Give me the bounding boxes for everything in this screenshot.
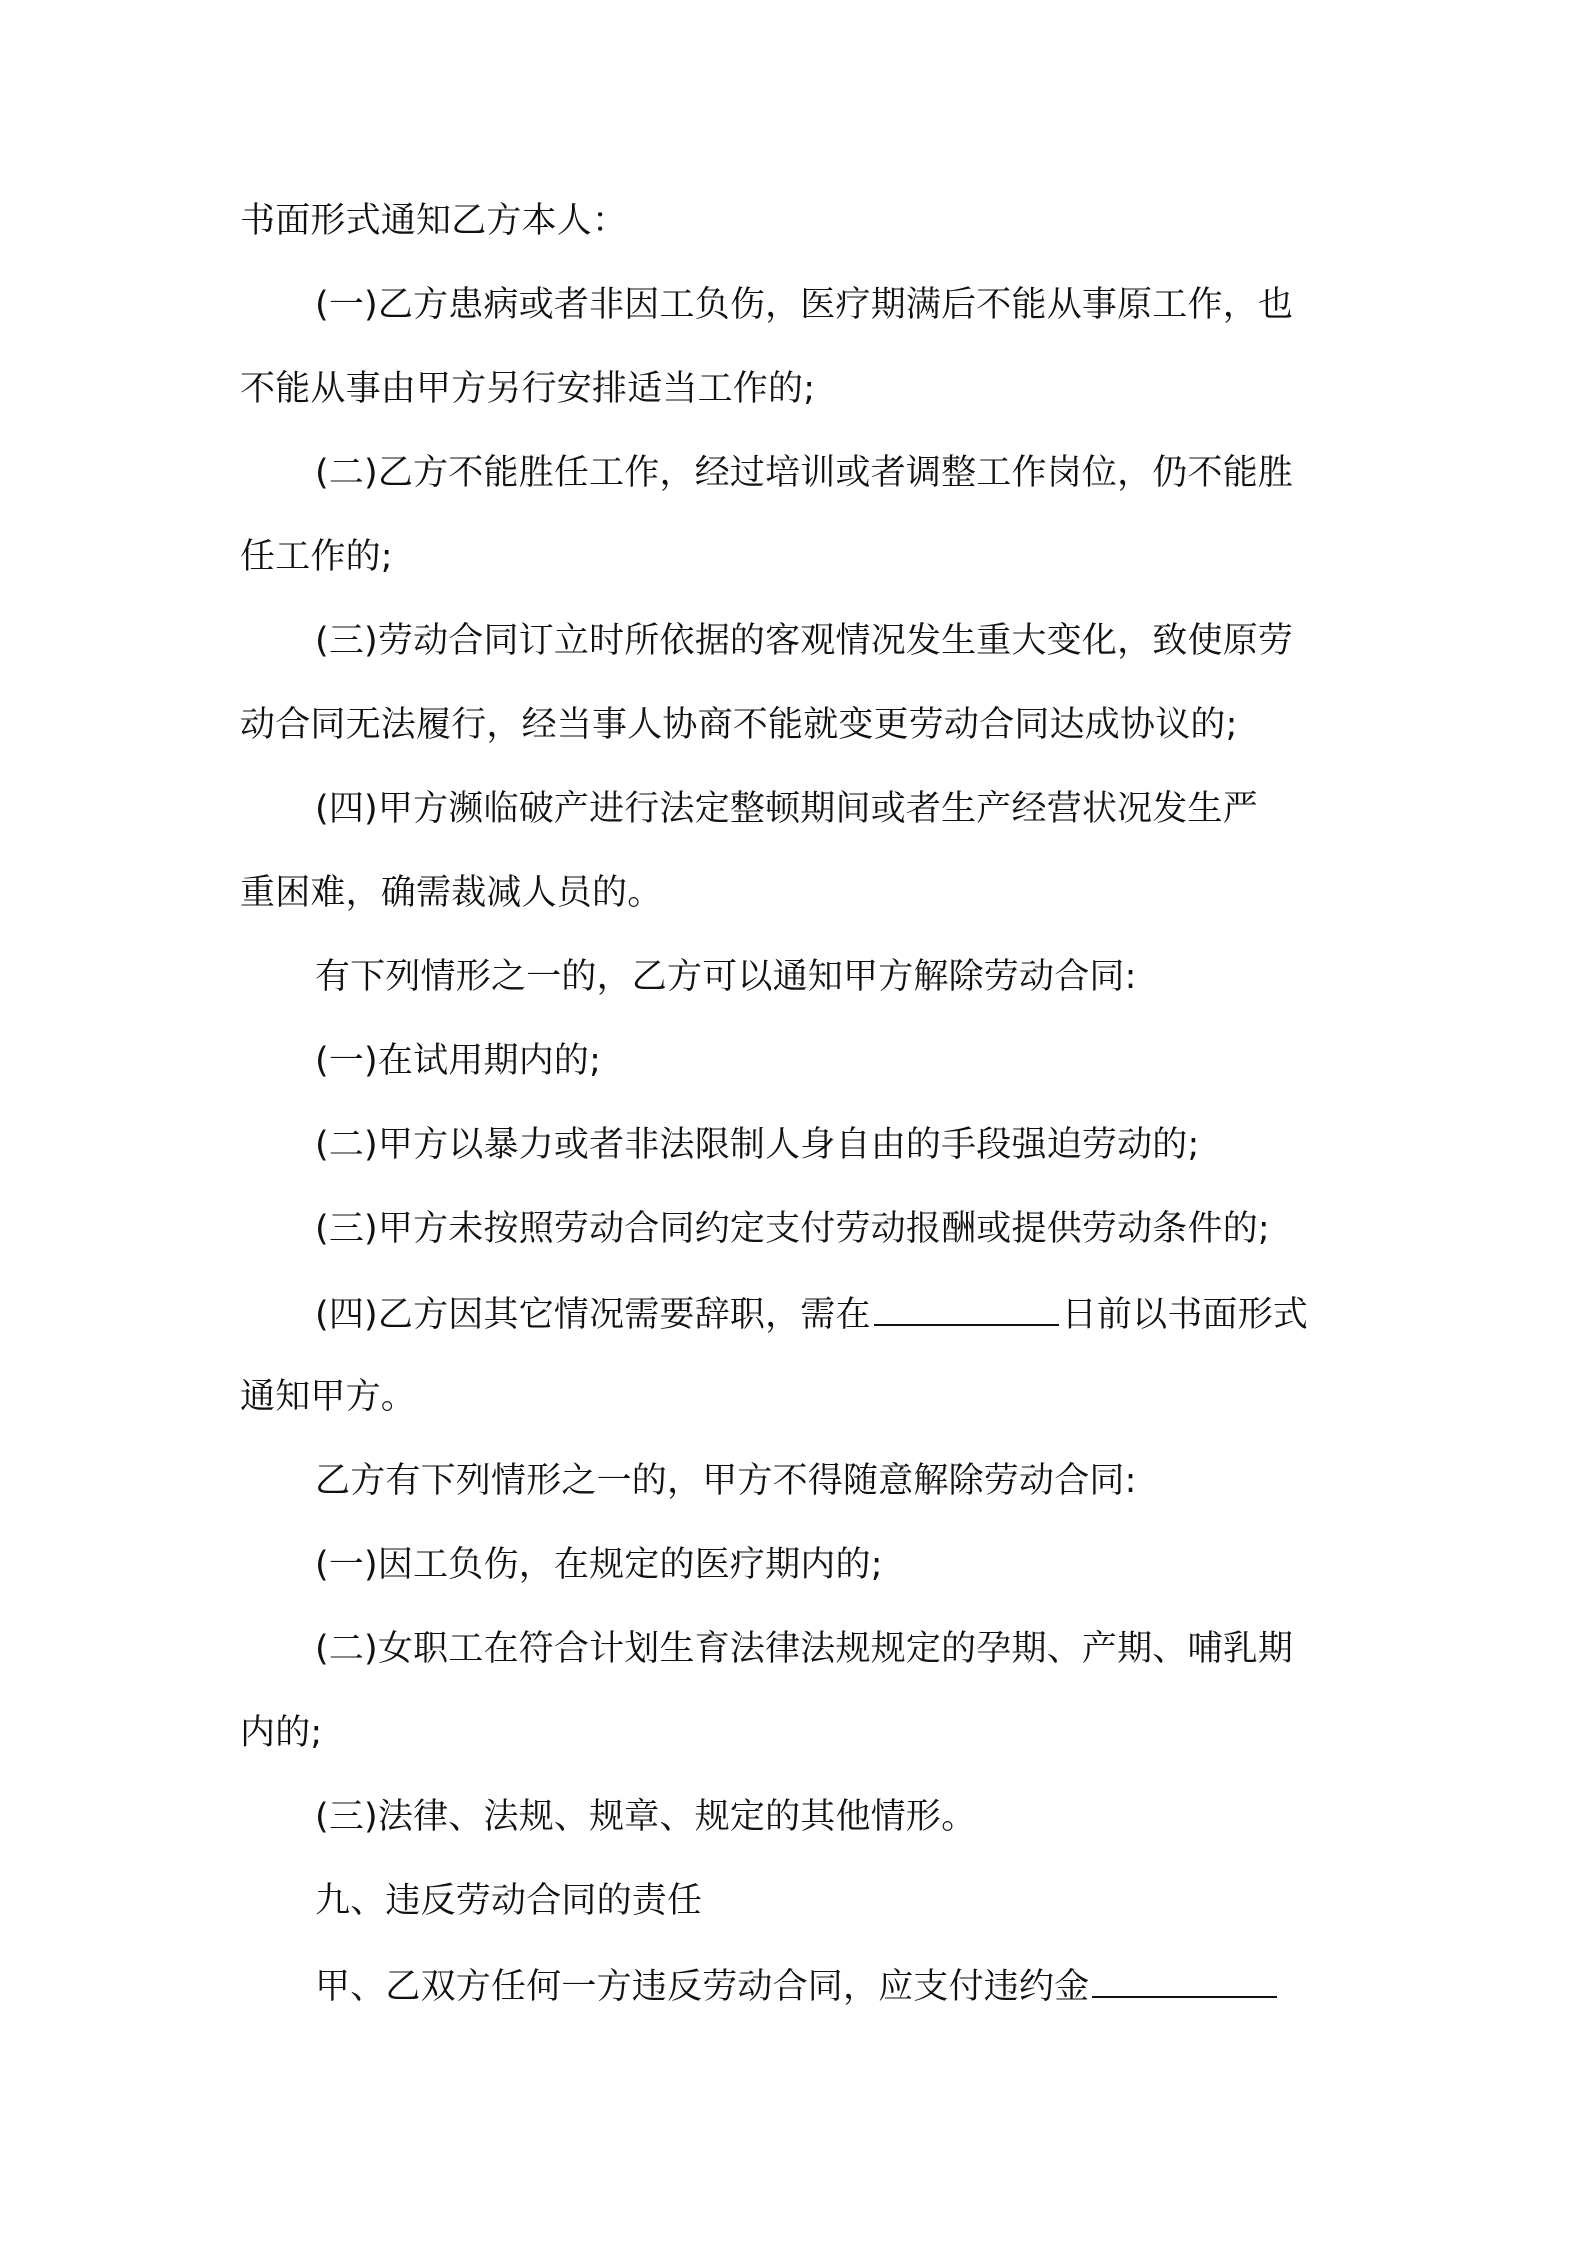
paragraph-line: 不能从事由甲方另行安排适当工作的; [240,369,816,409]
fill-in-blank [874,1292,1059,1326]
paragraph-line: 动合同无法履行，经当事人协商不能就变更劳动合同达成协议的; [240,705,1238,745]
clause-item: (二)女职工在符合计划生育法律法规规定的孕期、产期、哺乳期 [315,1629,1294,1669]
paragraph-line: 内的; [240,1713,323,1753]
paragraph-line: 通知甲方。 [240,1377,417,1417]
clause-item: (二)乙方不能胜任工作，经过培训或者调整工作岗位，仍不能胜 [315,453,1294,493]
clause-item: (一)在试用期内的; [315,1041,602,1081]
clause-item: (三)劳动合同订立时所依据的客观情况发生重大变化，致使原劳 [315,621,1294,661]
clause-item: (四)甲方濒临破产进行法定整顿期间或者生产经营状况发生严 [315,789,1258,829]
paragraph-line: 书面形式通知乙方本人： [240,201,628,241]
clause-item-with-blank [240,1292,1355,1334]
clause-text-after-blank: 日前以书面形式 [1061,1295,1309,1335]
clause-item: (一)因工负伤，在规定的医疗期内的; [315,1545,883,1585]
section-intro: 乙方有下列情形之一的，甲方不得随意解除劳动合同: [315,1461,1137,1501]
clause-item: (二)甲方以暴力或者非法限制人身自由的手段强迫劳动的; [315,1125,1200,1165]
section-heading: 九、违反劳动合同的责任 [315,1881,703,1921]
fill-in-blank [1092,1964,1277,1998]
clause-item: (三)法律、法规、规章、规定的其他情形。 [315,1797,977,1837]
paragraph-line: 重困难，确需裁减人员的。 [240,873,663,913]
clause-text-before-blank: 甲、乙双方任何一方违反劳动合同，应支付违约金 [315,1967,1090,2007]
clause-item: (三)甲方未按照劳动合同约定支付劳动报酬或提供劳动条件的; [315,1209,1270,1249]
clause-text-before-blank: (四)乙方因其它情况需要辞职，需在 [315,1295,871,1335]
document-page [240,200,1355,2048]
paragraph-line: 任工作的; [240,537,393,577]
section-intro: 有下列情形之一的，乙方可以通知甲方解除劳动合同: [315,957,1137,997]
clause-item-with-blank [240,1964,1355,2006]
clause-item: (一)乙方患病或者非因工负伤，医疗期满后不能从事原工作，也 [315,285,1294,325]
